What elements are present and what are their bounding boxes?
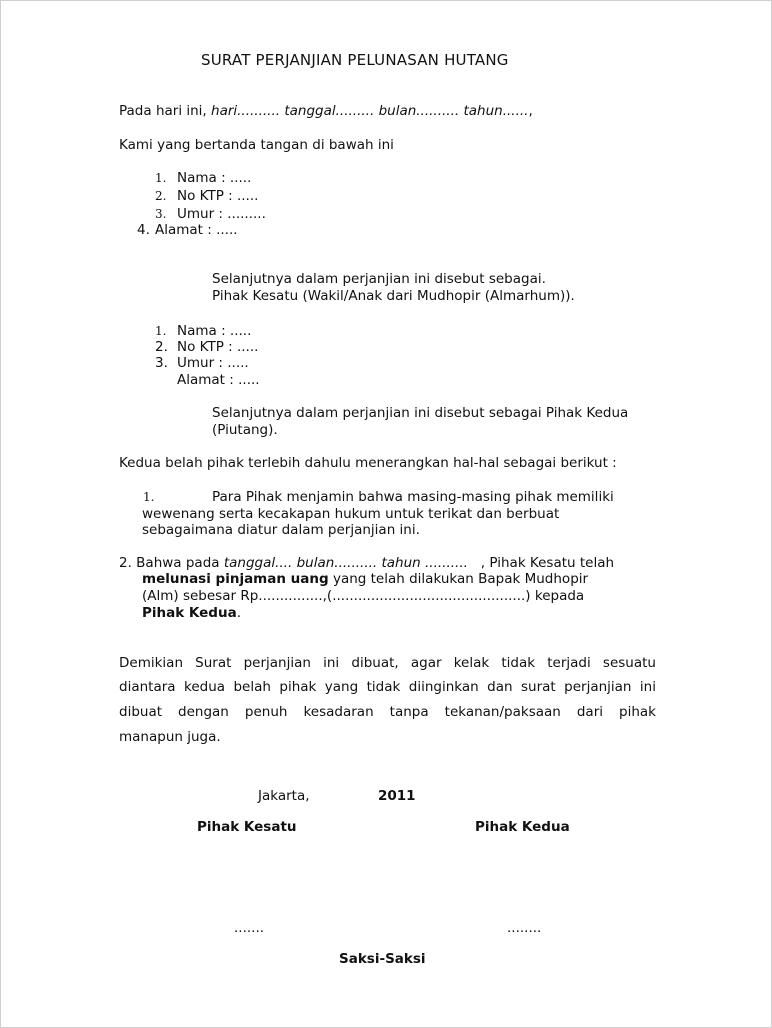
party1-number: 3.: [155, 207, 167, 221]
party2-description: Selanjutnya dalam perjanjian ini disebut sebagai Pihak Kedua: [212, 405, 629, 421]
party1-number: 4.: [137, 222, 150, 238]
witness-label: Saksi-Saksi: [339, 951, 426, 967]
party1-signature-label: Pihak Kesatu: [197, 819, 297, 835]
opening-suffix: ,: [528, 103, 533, 119]
party1-signature-line: .......: [234, 920, 265, 936]
party1-number: 2.: [155, 189, 167, 203]
party2-age-field: Umur : .....: [177, 355, 249, 371]
point1-text: Para Pihak menjamin bahwa masing-masing pihak memiliki: [212, 489, 614, 505]
opening-line: [119, 103, 533, 119]
point2-date: tanggal.... bulan.......... tahun ..........: [223, 555, 468, 571]
closing-line: diantara kedua belah pihak yang tidak diinginkan dan surat perjanjian ini: [119, 679, 656, 695]
signature-year: 2011: [378, 788, 416, 804]
party1-name-field: Nama : .....: [177, 170, 252, 186]
point2-line: [142, 605, 241, 621]
point2-period: .: [236, 605, 241, 621]
party1-description: Pihak Kesatu (Wakil/Anak dari Mudhopir (Almarhum)).: [212, 288, 575, 304]
party2-number: 2.: [155, 339, 168, 355]
party2-signature-label: Pihak Kedua: [475, 819, 570, 835]
document-title: SURAT PERJANJIAN PELUNASAN HUTANG: [201, 51, 509, 69]
point2-text: yang telah dilakukan Bapak Mudhopir: [328, 571, 589, 587]
party1-number: 1.: [155, 171, 167, 185]
party2-name-field: Nama : .....: [177, 323, 252, 339]
point2-prefix: 2. Bahwa pada: [119, 555, 224, 571]
point2-party-label: Pihak Kedua: [142, 605, 237, 621]
point1-text: sebagaimana diatur dalam perjanjian ini.: [142, 522, 420, 538]
point2-line: (Alm) sebesar Rp...............,(.............................................) kepada: [142, 588, 585, 604]
statement-intro: Kedua belah pihak terlebih dahulu menerangkan hal-hal sebagai berikut :: [119, 455, 617, 471]
opening-hari: hari.......... tanggal.........: [211, 103, 375, 119]
party2-ktp-field: No KTP : .....: [177, 339, 259, 355]
party2-number: 3.: [155, 355, 168, 371]
party2-address-field: Alamat : .....: [177, 372, 260, 388]
point2-line: [142, 571, 588, 587]
opening-prefix: Pada hari ini,: [119, 103, 212, 119]
signature-place: Jakarta,: [258, 788, 310, 804]
party2-description: (Piutang).: [212, 422, 278, 438]
closing-line: dibuat dengan penuh kesadaran tanpa tekanan/paksaan dari pihak: [119, 704, 656, 720]
point1-text: wewenang serta kecakapan hukum untuk terikat dan berbuat: [142, 506, 560, 522]
point2-emphasis: melunasi pinjaman uang: [142, 571, 329, 587]
party1-address-field: Alamat : .....: [155, 222, 238, 238]
opening-bulan: bulan.......... tahun......: [378, 103, 529, 119]
party1-ktp-field: No KTP : .....: [177, 188, 259, 204]
point1-number: 1.: [143, 490, 155, 504]
party1-age-field: Umur : .........: [177, 206, 266, 222]
closing-line: Demikian Surat perjanjian ini dibuat, agar kelak tidak terjadi sesuatu: [119, 655, 656, 671]
party2-number: 1.: [155, 324, 167, 338]
intro-line: Kami yang bertanda tangan di bawah ini: [119, 137, 394, 153]
party1-description: Selanjutnya dalam perjanjian ini disebut sebagai.: [212, 271, 546, 287]
point2-suffix: , Pihak Kesatu telah: [467, 555, 615, 571]
closing-line: manapun juga.: [119, 729, 221, 745]
point2-line: [119, 555, 614, 571]
party2-signature-line: ........: [507, 920, 542, 936]
